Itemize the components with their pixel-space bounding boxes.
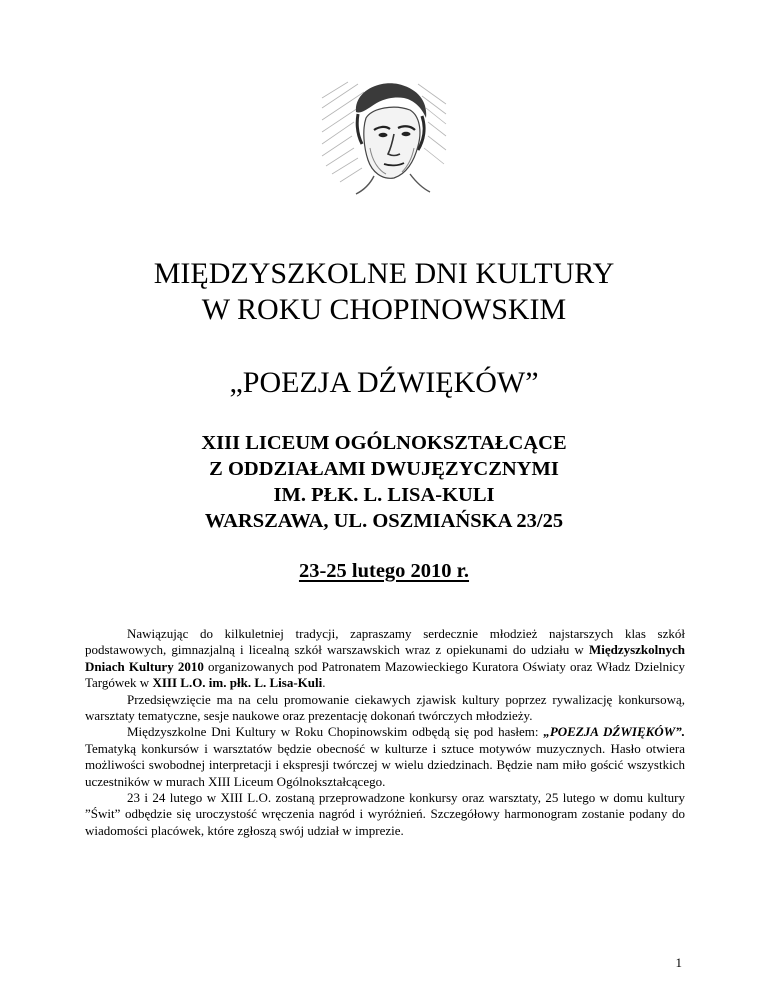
page-number: 1: [675, 955, 682, 970]
paragraph-1: [85, 626, 685, 692]
title-line-2: W ROKU CHOPINOWSKIM: [201, 293, 567, 326]
body-text: [85, 626, 685, 839]
paragraph-1-text-1: Nawiązując do kilkuletniej tradycji, zapraszamy serdecznie młodzież najstarszych klas szkół podstawowych, gimnazjalną i licealną szkół warszawskich wraz z opiekunami do udziału w: [85, 626, 685, 658]
event-date-text: 23-25 lutego 2010 r.: [298, 560, 470, 582]
school-name-line-3: IM. PŁK. L. LISA-KULI: [273, 484, 495, 506]
paragraph-3-slogan: „POEZJA DŹWIĘKÓW”.: [543, 724, 685, 740]
chopin-portrait-icon: [318, 78, 450, 196]
paragraph-1-text-3: .: [322, 675, 326, 691]
paragraph-1-bold-1: Międzyszkolnych Dniach Kultury 2010: [85, 642, 685, 674]
paragraph-3: [85, 724, 685, 790]
school-name-line-1: XIII LICEUM OGÓLNOKSZTAŁCĄCE: [201, 432, 567, 454]
paragraph-3-text-2: Tematyką konkursów i warsztatów będzie obecność w kulturze i sztuce motywów muzycznych. Hasło otwiera możliwości swobodnej interpretacji i ekspresji twórczej w wielu dziedzinach. Będzie nam miło gościć wszystkich uczestników w murach XIII Liceum Ogólnokształcącego.: [85, 740, 685, 789]
title-slogan: „POEZJA DŹWIĘKÓW”: [229, 366, 539, 399]
title-line-1: MIĘDZYSZKOLNE DNI KULTURY: [153, 257, 615, 290]
paragraph-1-bold-2: XIII L.O. im. płk. L. Lisa-Kuli: [152, 675, 323, 691]
school-name-line-2: Z ODDZIAŁAMI DWUJĘZYCZNYMI: [209, 458, 559, 480]
paragraph-1-text-2: organizowanych pod Patronatem Mazowieckiego Kuratora Oświaty oraz Władz Dzielnicy Targówek w: [85, 658, 685, 691]
paragraph-4: 23 i 24 lutego w XIII L.O. zostaną przeprowadzone konkursy oraz warsztaty, 25 lutego w domu kultury ”Świt” odbędzie się uroczystość wręczenia nagród i wyróżnień. Szczegółowy harmonogram zostanie podany do wiadomości placówek, które zgłoszą swój udział w imprezie.: [85, 790, 685, 838]
school-address: WARSZAWA, UL. OSZMIAŃSKA 23/25: [204, 510, 564, 532]
paragraph-2: Przedsięwzięcie ma na celu promowanie ciekawych zjawisk kultury poprzez rywalizację konkursową, warsztaty tematyczne, sesje naukowe oraz prezentację dokonań twórczych młodzieży.: [85, 691, 685, 724]
event-date: [0, 558, 768, 584]
paragraph-3-text-1: Międzyszkolne Dni Kultury w Roku Chopinowskim odbędą się pod hasłem:: [127, 724, 544, 740]
